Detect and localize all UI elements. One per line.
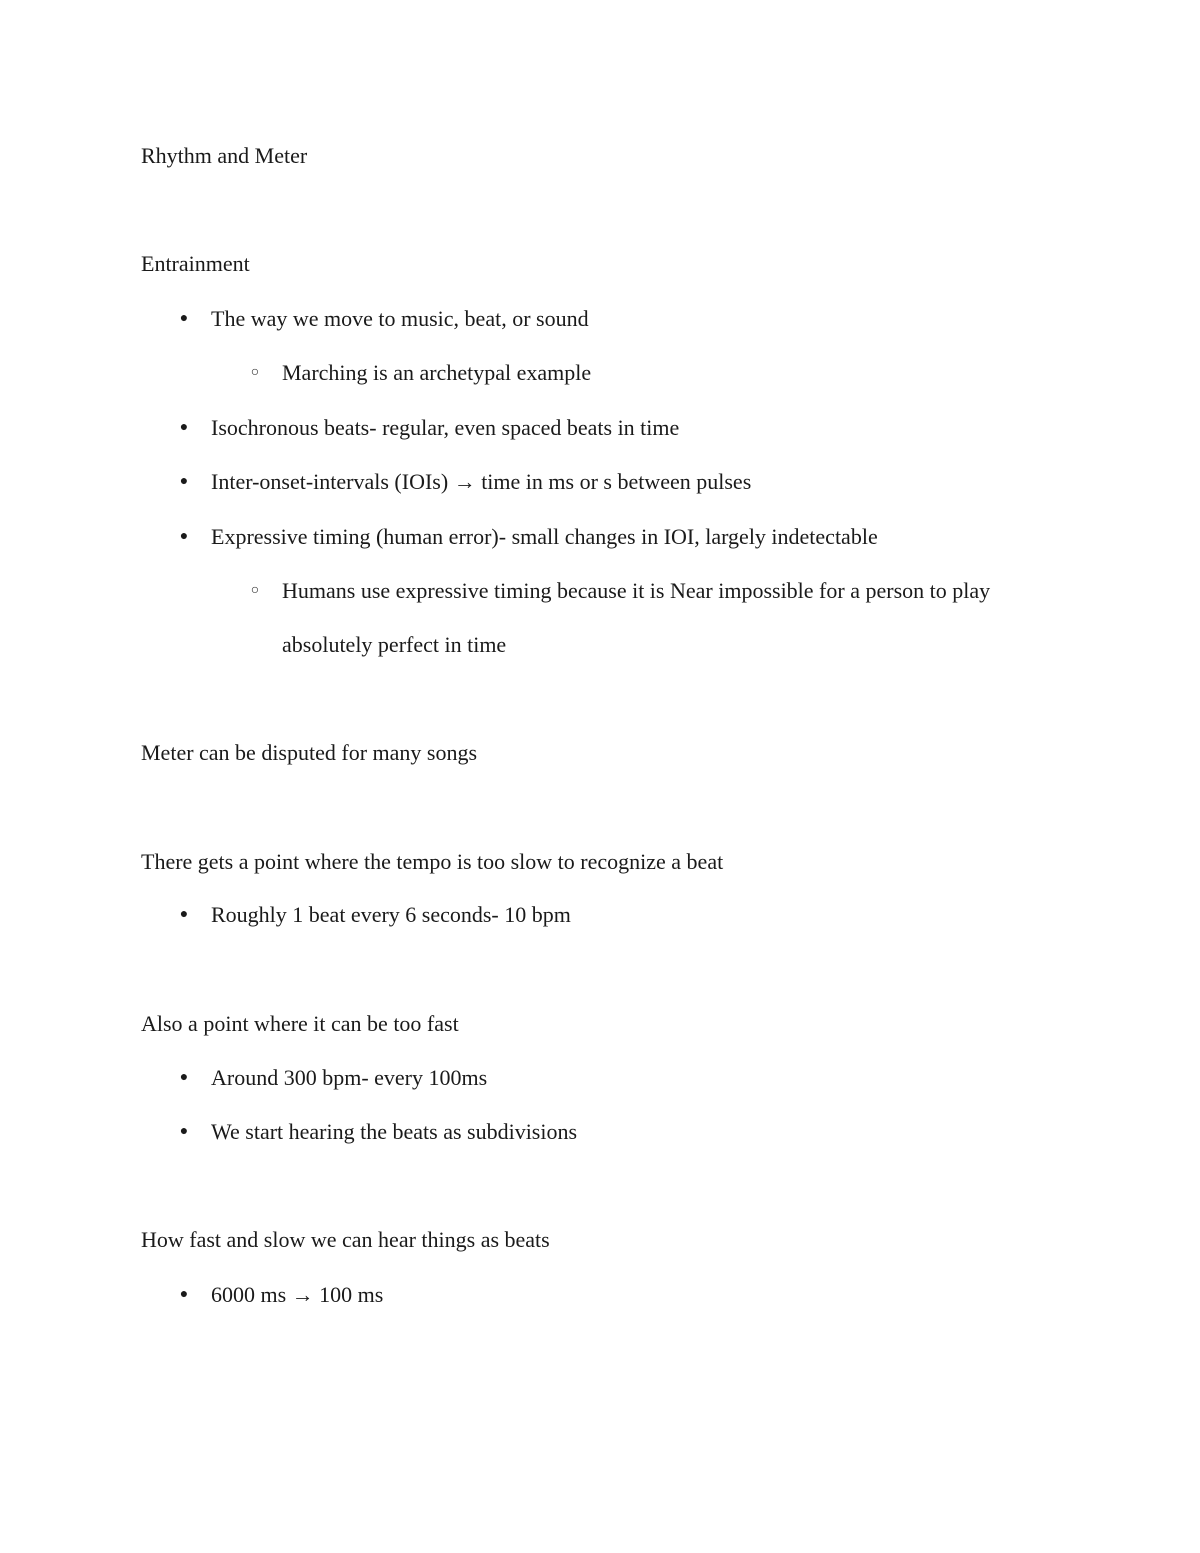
list-item: Around 300 bpm- every 100ms — [211, 1065, 488, 1090]
list-item: Isochronous beats- regular, even spaced beats in time — [211, 415, 680, 440]
bullet-filled-icon: ● — [179, 1124, 189, 1139]
list-item: Roughly 1 beat every 6 seconds- 10 bpm — [211, 902, 571, 927]
bullet-hollow-icon: ○ — [250, 365, 260, 380]
bullet-filled-icon: ● — [179, 529, 189, 544]
paragraph-meter: Meter can be disputed for many songs — [141, 740, 478, 765]
section-heading-entrainment: Entrainment — [141, 251, 250, 276]
paragraph-range: How fast and slow we can hear things as beats — [141, 1227, 550, 1252]
paragraph-fast: Also a point where it can be too fast — [141, 1011, 459, 1036]
bullet-filled-icon: ● — [179, 907, 189, 922]
list-item: The way we move to music, beat, or sound — [211, 306, 589, 331]
bullet-hollow-icon: ○ — [250, 583, 260, 598]
bullet-filled-icon: ● — [179, 311, 189, 326]
document-title: Rhythm and Meter — [141, 143, 308, 168]
bullet-filled-icon: ● — [179, 420, 189, 435]
list-item: We start hearing the beats as subdivisions — [211, 1119, 578, 1144]
paragraph-slow: There gets a point where the tempo is too slow to recognize a beat — [141, 849, 724, 874]
sub-list-item-continuation: absolutely perfect in time — [282, 632, 507, 657]
list-item: Inter-onset-intervals (IOIs) → time in ms or s between pulses — [211, 469, 752, 494]
list-item: Expressive timing (human error)- small changes in IOI, largely indetectable — [211, 524, 878, 549]
sub-list-item: Humans use expressive timing because it is Near impossible for a person to play — [282, 578, 991, 603]
sub-list-item: Marching is an archetypal example — [282, 360, 592, 385]
bullet-filled-icon: ● — [179, 1287, 189, 1302]
list-item: 6000 ms → 100 ms — [211, 1282, 384, 1307]
bullet-filled-icon: ● — [179, 474, 189, 489]
bullet-filled-icon: ● — [179, 1070, 189, 1085]
